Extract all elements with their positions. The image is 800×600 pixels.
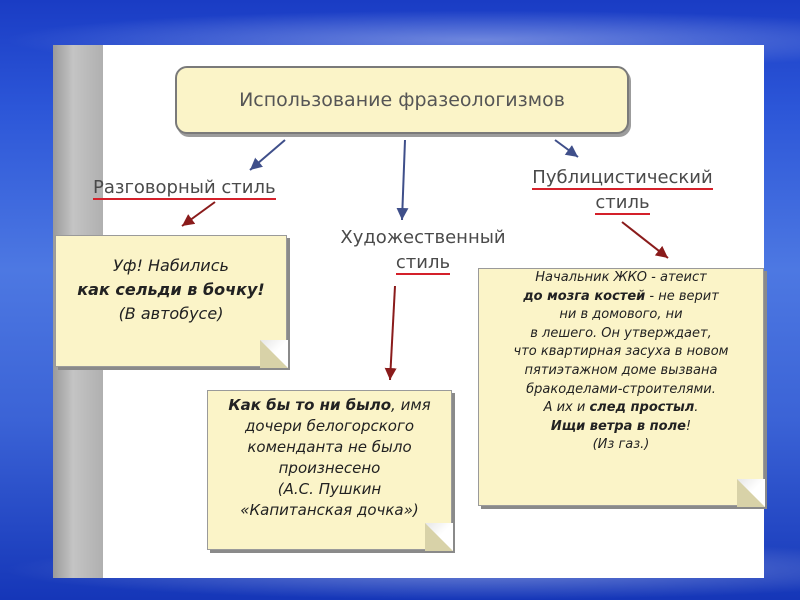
style-artistic-line1: Художественный [340, 227, 506, 248]
note-phraseologism: Как бы то ни было [228, 396, 392, 414]
page-curl [260, 340, 288, 368]
style-artistic-line2: стиль [395, 252, 451, 273]
note-line: что квартирная засуха в новом [513, 344, 729, 360]
note-line: коменданта не было [247, 438, 412, 456]
page-curl [425, 523, 453, 551]
note-phraseologism: след простыл [589, 400, 695, 416]
arrow-to-artistic [402, 140, 405, 220]
arrow-journalistic-note [622, 222, 668, 258]
note-artistic [207, 390, 452, 550]
style-conversational-label: Разговорный стиль [93, 177, 276, 198]
note-text: , имя [391, 396, 431, 414]
note-line: Уф! Набились [113, 256, 229, 275]
arrow-to-conversational [250, 140, 285, 170]
diagram-title: Использование фразеологизмов [239, 89, 565, 111]
note-line: в лешего. Он утверждает, [530, 325, 712, 341]
note-line: Начальник ЖКО - атеист [535, 270, 707, 285]
page-curl [737, 479, 765, 507]
note-line-phraseologism: как сельди в бочку! [77, 280, 265, 299]
note-text: . [694, 400, 699, 416]
note-line: произнесено [278, 459, 381, 477]
arrow-artistic-note [390, 286, 395, 380]
note-line: пятиэтажном доме вызвана [524, 362, 718, 378]
note-line: (А.С. Пушкин [277, 480, 382, 498]
style-journalistic [505, 165, 740, 215]
note-line: (Из газ.) [592, 437, 650, 453]
note-phraseologism: до мозга костей [523, 288, 646, 304]
style-journalistic-line1: Публицистический [532, 167, 713, 188]
note-text: ! [685, 418, 692, 434]
style-journalistic-line2: стиль [595, 192, 650, 213]
note-line: (В автобусе) [118, 304, 224, 323]
note-text: - не верит [645, 288, 719, 304]
note-line: «Капитанская дочка») [240, 501, 419, 519]
note-conversational [55, 235, 287, 367]
note-phraseologism: Ищи ветра в поле [550, 418, 686, 434]
note-text: А их и [543, 400, 590, 416]
arrow-to-journalistic [555, 140, 578, 157]
note-line: бракоделами-строителями. [526, 381, 716, 397]
note-journalistic [478, 268, 764, 506]
arrow-conversational-note [182, 202, 215, 226]
note-line: ни в домового, ни [559, 307, 683, 323]
note-line: дочери белогорского [244, 417, 415, 435]
style-conversational [93, 175, 276, 200]
